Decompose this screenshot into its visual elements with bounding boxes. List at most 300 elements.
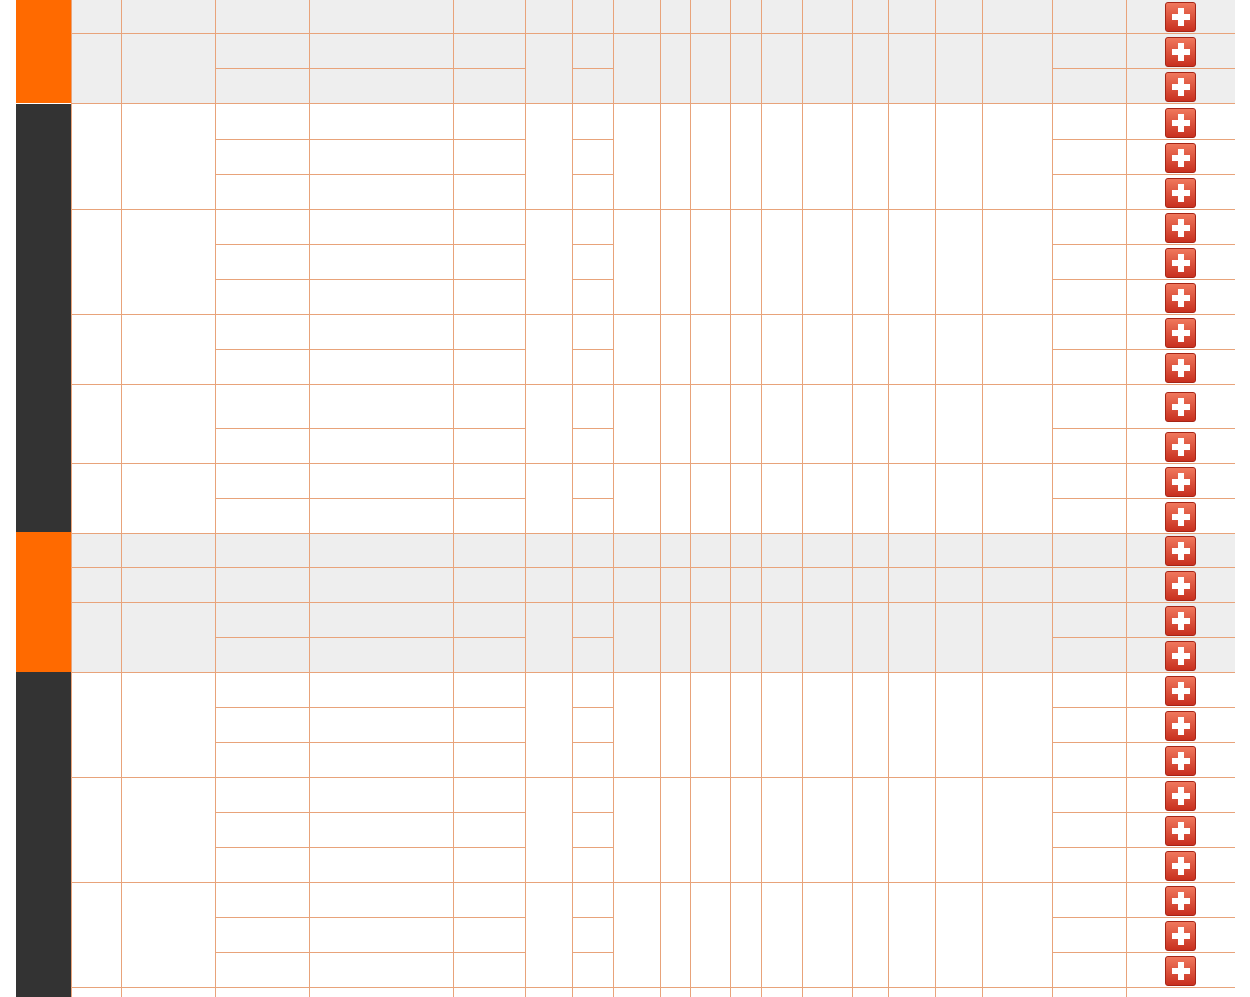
spec-cell xyxy=(121,602,215,672)
spec-cell xyxy=(660,314,690,384)
spec-cell xyxy=(121,384,215,463)
spec-cell xyxy=(888,463,935,533)
spec-cell xyxy=(453,209,525,244)
spec-cell xyxy=(525,209,572,314)
spec-cell xyxy=(613,0,660,33)
spec-cell xyxy=(453,244,525,279)
spec-cell xyxy=(982,882,1052,987)
spec-cell xyxy=(71,777,121,882)
grid-line xyxy=(852,672,853,997)
spec-cell xyxy=(453,0,525,33)
spec-cell xyxy=(572,428,613,463)
spec-cell xyxy=(1052,812,1126,847)
spec-cell xyxy=(802,384,852,463)
spec-cell xyxy=(453,637,525,672)
spec-cell xyxy=(525,532,572,567)
spec-cell xyxy=(453,33,525,68)
spec-cell xyxy=(802,567,852,602)
spec-cell xyxy=(572,209,613,244)
spec-cell xyxy=(660,33,690,103)
spec-cell xyxy=(802,777,852,882)
add-to-cart-plus-icon[interactable] xyxy=(1165,283,1196,313)
spec-cell xyxy=(802,209,852,314)
spec-cell xyxy=(309,139,453,174)
grid-line xyxy=(71,532,72,672)
grid-line xyxy=(761,532,762,672)
spec-cell xyxy=(309,637,453,672)
grid-line xyxy=(1126,0,1127,103)
spec-cell xyxy=(71,104,121,209)
grid-line xyxy=(525,0,526,103)
spec-cell xyxy=(453,602,525,637)
spec-cell xyxy=(71,602,121,672)
spec-cell xyxy=(1052,567,1126,602)
spec-cell xyxy=(1052,498,1126,533)
grid-line xyxy=(761,672,762,997)
add-to-cart-plus-icon[interactable] xyxy=(1165,2,1196,32)
grid-line xyxy=(1126,174,1235,175)
spec-cell xyxy=(802,0,852,33)
spec-cell xyxy=(690,777,730,882)
spec-cell xyxy=(982,314,1052,384)
spec-cell xyxy=(215,279,309,314)
spec-cell xyxy=(802,104,852,209)
grid-line xyxy=(690,532,691,672)
spec-cell xyxy=(309,707,453,742)
spec-cell xyxy=(215,209,309,244)
spec-cell xyxy=(309,384,453,428)
spec-cell xyxy=(572,68,613,103)
grid-line xyxy=(660,0,661,103)
spec-cell xyxy=(525,33,572,103)
spec-cell xyxy=(215,812,309,847)
spec-cell xyxy=(71,567,121,602)
spec-cell xyxy=(613,209,660,314)
spec-cell xyxy=(613,104,660,209)
spec-cell xyxy=(690,567,730,602)
spec-cell xyxy=(1052,882,1126,917)
spec-cell xyxy=(572,777,613,812)
spec-cell xyxy=(935,209,982,314)
grid-line xyxy=(572,672,573,997)
spec-cell xyxy=(309,68,453,103)
spec-cell xyxy=(309,952,453,987)
spec-cell xyxy=(730,672,761,777)
spec-cell xyxy=(71,384,121,463)
spec-cell xyxy=(660,602,690,672)
spec-cell xyxy=(71,882,121,987)
add-to-cart-plus-icon[interactable] xyxy=(1165,318,1196,348)
grid-line xyxy=(309,532,310,672)
add-to-cart-plus-icon[interactable] xyxy=(1165,432,1196,462)
spec-cell xyxy=(761,602,802,672)
spec-cell xyxy=(215,244,309,279)
grid-line xyxy=(1126,104,1127,533)
spec-cell xyxy=(525,314,572,384)
spec-cell xyxy=(215,139,309,174)
spec-cell xyxy=(309,33,453,68)
spec-cell xyxy=(453,882,525,917)
grid-line xyxy=(613,0,614,103)
spec-cell xyxy=(215,349,309,384)
ball-screw-spec-table xyxy=(16,0,1235,997)
spec-cell xyxy=(215,637,309,672)
grid-line xyxy=(1052,532,1053,672)
spec-cell xyxy=(1052,139,1126,174)
add-to-cart-plus-icon[interactable] xyxy=(1165,921,1196,951)
spec-cell xyxy=(935,314,982,384)
grid-line xyxy=(215,33,1235,34)
spec-cell xyxy=(761,777,802,882)
spec-cell xyxy=(935,463,982,533)
spec-cell xyxy=(453,532,525,567)
spec-cell xyxy=(613,602,660,672)
grid-line xyxy=(660,104,661,533)
spec-cell xyxy=(453,68,525,103)
add-to-cart-plus-icon[interactable] xyxy=(1165,72,1196,102)
spec-cell xyxy=(309,104,453,139)
add-to-cart-plus-icon[interactable] xyxy=(1165,108,1196,138)
grid-line xyxy=(309,0,310,103)
spec-cell xyxy=(888,602,935,672)
grid-line xyxy=(852,104,853,533)
add-to-cart-plus-icon[interactable] xyxy=(1165,956,1196,986)
spec-cell xyxy=(309,498,453,533)
add-to-cart-plus-icon[interactable] xyxy=(1165,641,1196,671)
spec-cell xyxy=(852,777,888,882)
add-to-cart-plus-icon[interactable] xyxy=(1165,746,1196,776)
spec-cell xyxy=(572,104,613,139)
spec-cell xyxy=(215,847,309,882)
spec-cell xyxy=(309,672,453,707)
spec-cell xyxy=(572,314,613,349)
grid-line xyxy=(1126,917,1235,918)
spec-cell xyxy=(215,952,309,987)
spec-cell xyxy=(453,279,525,314)
spec-cell xyxy=(730,532,761,567)
spec-cell xyxy=(613,384,660,463)
spec-cell xyxy=(935,0,982,33)
grid-line xyxy=(888,0,889,103)
spec-cell xyxy=(525,672,572,777)
spec-cell xyxy=(888,0,935,33)
spec-cell xyxy=(215,498,309,533)
spec-cell xyxy=(888,532,935,567)
grid-line xyxy=(71,987,1235,988)
spec-cell xyxy=(935,33,982,103)
add-to-cart-plus-icon[interactable] xyxy=(1165,886,1196,916)
spec-cell xyxy=(690,463,730,533)
spec-cell xyxy=(215,532,309,567)
spec-cell xyxy=(71,463,121,533)
spec-cell xyxy=(982,532,1052,567)
grid-line xyxy=(935,672,936,997)
spec-cell xyxy=(888,672,935,777)
grid-line xyxy=(730,672,731,997)
grid-line xyxy=(525,672,526,997)
spec-cell xyxy=(690,33,730,103)
spec-cell xyxy=(690,384,730,463)
grid-line xyxy=(215,0,216,103)
grid-line xyxy=(802,532,803,672)
spec-cell xyxy=(572,567,613,602)
spec-cell xyxy=(852,33,888,103)
spec-cell xyxy=(730,567,761,602)
spec-cell xyxy=(761,672,802,777)
add-to-cart-plus-icon[interactable] xyxy=(1165,248,1196,278)
spec-cell xyxy=(730,0,761,33)
spec-cell xyxy=(761,314,802,384)
spec-cell xyxy=(121,0,215,33)
grid-line xyxy=(453,0,454,103)
add-to-cart-plus-icon[interactable] xyxy=(1165,711,1196,741)
spec-cell xyxy=(215,463,309,498)
grid-line xyxy=(453,532,454,672)
spec-cell xyxy=(888,384,935,463)
spec-cell xyxy=(309,917,453,952)
grid-line xyxy=(888,532,889,672)
spec-cell xyxy=(309,244,453,279)
spec-cell xyxy=(572,637,613,672)
grid-line xyxy=(802,104,803,533)
spec-cell xyxy=(215,917,309,952)
spec-cell xyxy=(1052,279,1126,314)
spec-cell xyxy=(852,209,888,314)
spec-cell xyxy=(613,882,660,987)
spec-cell xyxy=(309,463,453,498)
spec-cell xyxy=(730,602,761,672)
add-to-cart-plus-icon[interactable] xyxy=(1165,353,1196,383)
spec-cell xyxy=(982,33,1052,103)
spec-cell xyxy=(572,139,613,174)
spec-cell xyxy=(309,602,453,637)
spec-cell xyxy=(660,567,690,602)
spec-cell xyxy=(613,33,660,103)
add-to-cart-plus-icon[interactable] xyxy=(1165,571,1196,601)
spec-cell xyxy=(215,314,309,349)
spec-cell xyxy=(1052,777,1126,812)
spec-cell xyxy=(1052,244,1126,279)
spec-cell xyxy=(935,672,982,777)
spec-cell xyxy=(888,567,935,602)
spec-cell xyxy=(982,602,1052,672)
spec-cell xyxy=(121,104,215,209)
grid-line xyxy=(1126,952,1235,953)
spec-cell xyxy=(761,882,802,987)
spec-cell xyxy=(572,742,613,777)
add-to-cart-plus-icon[interactable] xyxy=(1165,781,1196,811)
spec-cell xyxy=(730,314,761,384)
spec-cell xyxy=(1052,0,1126,33)
spec-cell xyxy=(730,209,761,314)
grid-line xyxy=(761,0,762,103)
add-to-cart-plus-icon[interactable] xyxy=(1165,536,1196,566)
add-to-cart-plus-icon[interactable] xyxy=(1165,213,1196,243)
spec-cell xyxy=(1052,707,1126,742)
spec-cell xyxy=(453,104,525,139)
spec-cell xyxy=(888,777,935,882)
spec-cell xyxy=(690,0,730,33)
spec-cell xyxy=(525,463,572,533)
spec-cell xyxy=(572,463,613,498)
grid-line xyxy=(888,672,889,997)
spec-cell xyxy=(730,33,761,103)
spec-cell xyxy=(852,463,888,533)
grid-line xyxy=(453,672,454,997)
add-to-cart-plus-icon[interactable] xyxy=(1165,143,1196,173)
grid-line xyxy=(730,532,731,672)
add-to-cart-plus-icon[interactable] xyxy=(1165,502,1196,532)
spec-cell xyxy=(121,532,215,567)
grid-line xyxy=(982,104,983,533)
spec-cell xyxy=(453,174,525,209)
spec-cell xyxy=(935,882,982,987)
spec-cell xyxy=(215,567,309,602)
grid-line xyxy=(1126,68,1235,69)
grid-line xyxy=(935,532,936,672)
spec-cell xyxy=(613,314,660,384)
spec-cell xyxy=(730,777,761,882)
spec-cell xyxy=(572,672,613,707)
grid-line xyxy=(1126,139,1235,140)
grid-line xyxy=(1126,244,1235,245)
spec-cell xyxy=(1052,209,1126,244)
spec-cell xyxy=(121,882,215,987)
grid-line xyxy=(690,104,691,533)
spec-cell xyxy=(215,104,309,139)
spec-cell xyxy=(888,882,935,987)
spec-cell xyxy=(690,602,730,672)
spec-cell xyxy=(935,104,982,209)
grid-line xyxy=(690,672,691,997)
grid-line xyxy=(71,0,72,103)
spec-cell xyxy=(982,567,1052,602)
spec-cell xyxy=(613,567,660,602)
spec-cell xyxy=(309,847,453,882)
spec-cell xyxy=(215,707,309,742)
grid-line xyxy=(730,104,731,533)
spec-cell xyxy=(761,0,802,33)
grid-line xyxy=(613,104,614,533)
spec-cell xyxy=(982,777,1052,882)
spec-cell xyxy=(453,139,525,174)
grid-line xyxy=(982,672,983,997)
grid-line xyxy=(1126,428,1235,429)
spec-cell xyxy=(121,314,215,384)
spec-cell xyxy=(215,672,309,707)
grid-line xyxy=(660,532,661,672)
spec-cell xyxy=(802,314,852,384)
grid-line xyxy=(121,104,122,533)
spec-cell xyxy=(1052,917,1126,952)
spec-cell xyxy=(215,777,309,812)
grid-line xyxy=(1126,847,1235,848)
spec-cell xyxy=(613,777,660,882)
spec-cell xyxy=(309,428,453,463)
spec-cell xyxy=(888,104,935,209)
grid-line xyxy=(121,532,122,672)
add-to-cart-plus-icon[interactable] xyxy=(1165,606,1196,636)
spec-cell xyxy=(453,847,525,882)
spec-cell xyxy=(761,567,802,602)
spec-cell xyxy=(761,209,802,314)
spec-cell xyxy=(309,314,453,349)
add-to-cart-plus-icon[interactable] xyxy=(1165,851,1196,881)
spec-cell xyxy=(453,672,525,707)
spec-cell xyxy=(572,498,613,533)
spec-cell xyxy=(453,463,525,498)
spec-cell xyxy=(309,567,453,602)
spec-cell xyxy=(802,672,852,777)
grid-line xyxy=(1126,532,1127,672)
grid-line xyxy=(761,104,762,533)
spec-cell xyxy=(525,882,572,987)
spec-cell xyxy=(309,174,453,209)
add-to-cart-plus-icon[interactable] xyxy=(1165,392,1196,422)
add-to-cart-plus-icon[interactable] xyxy=(1165,467,1196,497)
grid-line xyxy=(1126,498,1235,499)
nominal-diameter-label xyxy=(16,0,71,103)
add-to-cart-plus-icon[interactable] xyxy=(1165,816,1196,846)
spec-cell xyxy=(453,384,525,428)
spec-cell xyxy=(1052,463,1126,498)
spec-cell xyxy=(215,428,309,463)
spec-cell xyxy=(572,244,613,279)
grid-line xyxy=(1052,672,1053,997)
grid-line xyxy=(802,672,803,997)
grid-line xyxy=(1052,104,1053,533)
spec-cell xyxy=(525,0,572,33)
grid-line xyxy=(730,0,731,103)
spec-cell xyxy=(761,104,802,209)
spec-cell xyxy=(802,532,852,567)
spec-cell xyxy=(660,777,690,882)
spec-cell xyxy=(453,567,525,602)
spec-cell xyxy=(215,742,309,777)
spec-cell xyxy=(690,532,730,567)
spec-cell xyxy=(852,882,888,987)
spec-cell xyxy=(888,33,935,103)
spec-cell xyxy=(761,532,802,567)
grid-line xyxy=(982,532,983,672)
spec-cell xyxy=(309,349,453,384)
grid-line xyxy=(121,0,122,103)
spec-cell xyxy=(690,314,730,384)
spec-cell xyxy=(572,812,613,847)
grid-line xyxy=(613,672,614,997)
spec-cell xyxy=(309,742,453,777)
add-to-cart-plus-icon[interactable] xyxy=(1165,178,1196,208)
spec-cell xyxy=(309,209,453,244)
spec-cell xyxy=(572,882,613,917)
spec-cell xyxy=(572,602,613,637)
add-to-cart-plus-icon[interactable] xyxy=(1165,676,1196,706)
nominal-diameter-label xyxy=(16,672,71,997)
add-to-cart-plus-icon[interactable] xyxy=(1165,37,1196,67)
grid-line xyxy=(888,104,889,533)
nominal-diameter-label xyxy=(16,104,71,533)
spec-cell xyxy=(802,463,852,533)
spec-cell xyxy=(215,384,309,428)
spec-cell xyxy=(690,672,730,777)
spec-cell xyxy=(215,882,309,917)
grid-line xyxy=(71,672,72,997)
spec-cell xyxy=(215,174,309,209)
spec-cell xyxy=(1052,672,1126,707)
spec-cell xyxy=(1052,637,1126,672)
spec-cell xyxy=(888,314,935,384)
spec-cell xyxy=(215,602,309,637)
